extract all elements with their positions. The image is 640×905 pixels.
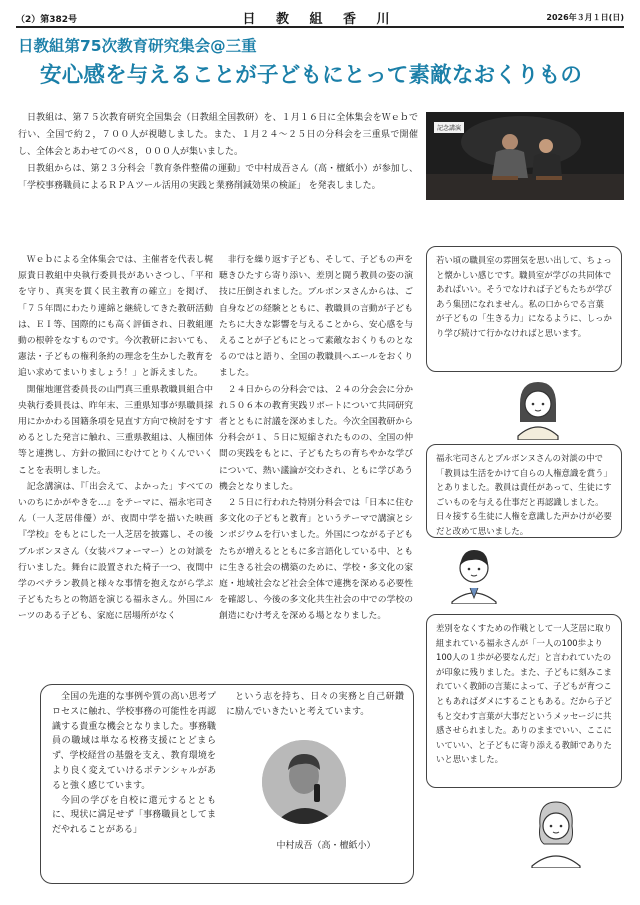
voice-bubble-1: 若い頃の職員室の雰囲気を思い出して、ちょっと懐かしい感じです。職員室が学びの共同体であればいい。そうでなければ子どもたちが学びあう集団になれません。私の口からでる言葉が子どもの「生きる力」になるように、しっかり学び続けて行かなければと思います。 [426,246,622,372]
interview-paragraph: 今回の学びを自校に還元するとともに、現状に満足せず「事務職員としてまだやれることがある」 [52,795,216,836]
article-kicker: 日教組第75次教育研究集会@三重 [18,37,257,55]
speaker-portrait [262,740,346,824]
interview-paragraph: 全国の先進的な事例や質の高い思考プロセスに触れ、学校事務の可能性を再認識する貴重な機会となりました。事務職員の職域は単なる校務支援にとどまらず、学校経営の基盤を支え、教育環境をより良く変えていけるポテンシャルがあると強く感じています。 [52,692,216,791]
voice-bubble-3: 差別をなくすための作戦として一人芝居に取り組まれている福永さんが「一人の100歩より100人の１歩が必要なんだ」と言われていたのが印象に残りました。また、子どもに刻みこまれていく教師の言葉によって、子どもが育つこともあればダメにすることもある。だから子どもと交わす言葉が大事だというメッセージに共感させられました。ありのままでいい、ここにいていい、と子どもに寄り添える教師でありたいと思いました。 [426,614,622,788]
article-paragraph: 非行を繰り返す子ども、そして、子どもの声を聴きひたすら寄り添い、差別と闘う教員の姿の演技に圧倒されました。ブルボンヌさんからは、ご自身などの経験とともに、教職員の言動が子どもたちに大きな影響を与えることから、安心感を与えることが子どもにとって素敵なおくりものとなるのではと語り、全国の教職員へエールをおくりました。 [219,255,413,379]
lead-paragraph: 日教組からは、第２３分科会「教育条件整備の運動」で中村成吾さん（高・檀紙小）が参加し、「学校事務職員によるＲＰＡツール活用の実践と業務削減効果の検証」 を発表しました。 [18,164,418,191]
article-paragraph: ２５日に行われた特別分科会では「日本に住む多文化の子どもと教育」というテーマで講演とシンポジウムを行いました。外国につながる子どもたちが増えるとともに多言語化している中、ともに生きる社会の構築のために、学校・多文化の家庭・地域社会など社会全体で連携を深める必要性を確認し、今後の多文化共生社会の中での学校の創造にむけ考えを深める場となりました。 [219,498,413,622]
paper-name: 日 教 組 香 川 [242,12,398,27]
article-column-2 [219,252,413,625]
interview-column-1 [52,690,216,838]
lecture-photo [426,112,624,200]
article-paragraph: 開催地運営委員長の山門真三重県教職員組合中央執行委員長は、昨年末、三重県知事が県職員採用にかかわる国籍条項を見直す方向で検討をすすめるとした発言に触れ、三重県教組は、人権団体等と連携し、方針の撤回にむけてとりくんでいくことを表明しました。 [18,384,213,476]
interview-paragraph: という志を持ち、日々の実務と自己研鑽に励んでいきたいと考えています。 [226,692,404,717]
article-paragraph: Ｗｅｂによる全体集会では、主催者を代表し梶原貴日教組中央執行委員長があいさつし、「平和を守り、真実を貫く民主教育の確立」を掲げ、「７５年間にわたり連綿と継続してきた教研活動は、ＥＩ等、国際的にも高く評価され、日教組運動の根幹をなすものです。今次教研においても、憲法・子どもの権利条約の理念を生かした教育を追い求めてまいりましょう！」と訴えました。 [18,255,213,379]
lead-paragraph: 日教組は、第７５次教育研究全国集会（日教組全国教研）を、１月１６日に全体集会をＷｅｂで行い、全国で約２，７００人が視聴しました。また、１月２４～２５日の分科会を三重県で開催し、全体会とあわせてのべ８，０００人が集いました。 [18,113,418,157]
speaker-photo [262,740,346,824]
article-column-1 [18,252,213,625]
article-lead [18,110,418,195]
woman-illustration-icon [524,796,588,868]
speaker-caption: 中村成吾（高・檀紙小） [276,841,376,851]
man-illustration-icon [444,542,504,604]
page-issue: （2）第382号 [16,15,78,25]
page-header [16,8,624,28]
article-paragraph: ２４日からの分科会では、２４の分会会に分かれ５０６本の教育実践リポートについて共同研究者とともに討議を深めました。今次全国教研から分科会が１、５日に短縮されたものの、全国の仲間の実践をもとに、子どもたちの育ちやかな学びについて、熱い議論が交わされ、ともに学びあう機会となりました。 [219,384,413,492]
interview-column-2 [226,690,404,720]
article-paragraph: 記念講演は、『「出会えて、よかった」すべてのいのちにかがやきを…』をテーマに、福永宅司さん（一人芝居俳優）が、夜間中学を描いた映画『学校』をもとにした一人芝居を披露し、その後ブルボンヌさん（女装パフォーマー）との対談を行いました。舞台に設置された椅子一つ、夜間中学のベテラン教員と様々な事情を抱えながら学ぶ子どもたちとの物語を演じる福永さん。外国にルーツのある子ども、家庭に居場所がなく [18,481,213,622]
issue-date: 2026年３月１日(日) [546,13,624,22]
photo-label: 記念講演 [434,122,464,133]
voice-bubble-2: 福永宅司さんとブルボンヌさんの対談の中で「教員は生活をかけて自らの人権意識を賞う」とありました。教員は責任があって、生徒にすごいものを与える仕事だと再認識しました。日々接する生徒に人権を意識した声かけが必要だと改めて思いました。 [426,444,622,538]
article-headline: 安心感を与えることが子どもにとって素敵なおくりもの [40,63,583,88]
woman-illustration-icon [510,378,566,440]
